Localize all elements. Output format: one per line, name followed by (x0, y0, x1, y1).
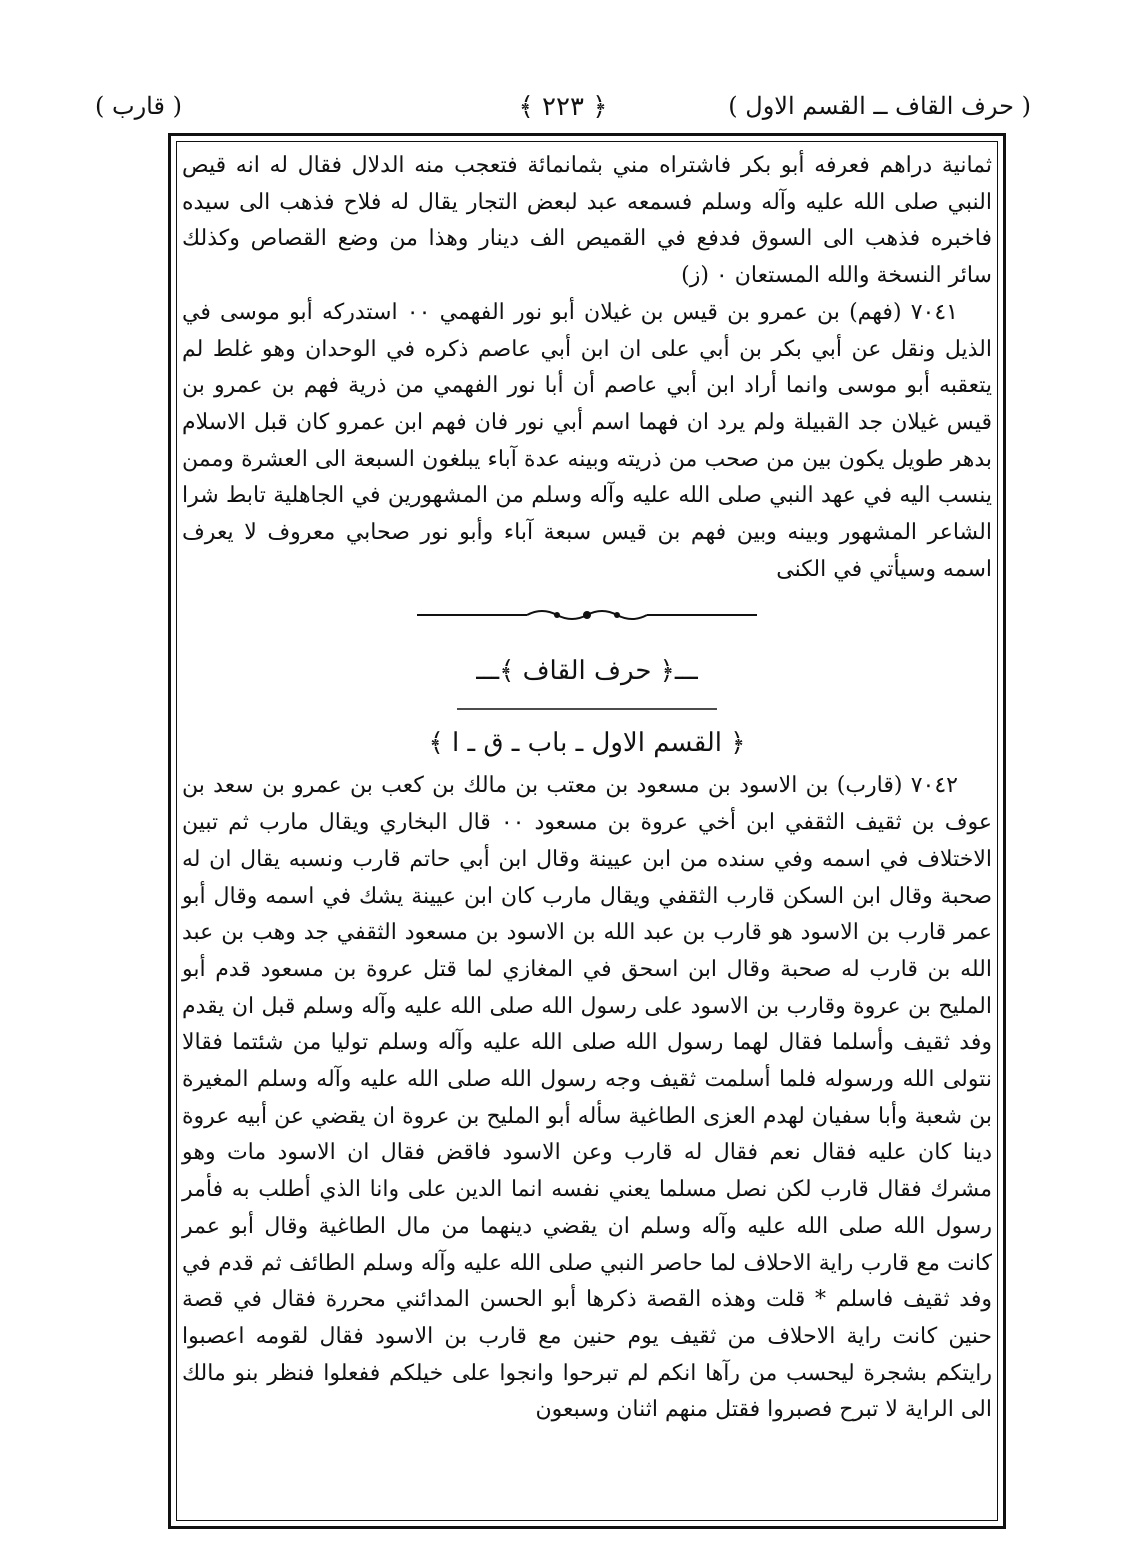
ornament-line-icon (417, 607, 757, 623)
subsection-title: ﴿ القسم الاول ـ باب ـ ق ـ ا ﴾ (428, 728, 746, 759)
entry-7042: ٧٠٤٢ (قارب) بن الاسود بن مسعود بن معتب بن مالك بن كعب بن عمرو بن سعد بن عوف بن ثقيف الثقفي ابن أخي عروة بن مسعود ٠٠ قال البخاري ويقال مارب ثم تبين الاختلاف في اسمه وفي سنده من ابن عيينة وقال ابن أبي حاتم قارب ونسبه يقال ان له صحبة وقال ابن السكن قارب الثقفي ويقال مارب كان ابن عيينة يشك في اسمه وقال أبو عمر قارب بن الاسود هو قارب بن عبد الله بن الاسود بن مسعود الثقفي جد وهب بن عبد الله بن قارب له صحبة وقال ابن اسحق في المغازي لما قتل عروة بن مسعود قدم أبو المليح بن عروة وقارب بن الاسود على رسول الله صلى الله عليه وآله وسلم قبل ان يقدم وفد ثقيف وأسلما فقال لهما رسول الله صلى الله عليه وآله وسلم توليا من شئتما فقالا نتولى الله ورسوله فلما أسلمت ثقيف وجه رسول الله صلى الله عليه وآله وسلم المغيرة بن شعبة وأبا سفيان لهدم العزى الطاغية سأله أبو المليح بن عروة ان يقضي عن أبيه عروة دينا كان عليه فقال نعم فقال له قارب وعن الاسود فاقض فقال ان الاسود مات وهو مشرك فقال قارب لكن نصل مسلما يعني نفسه انما الدين على وانا الذي أطلب به فأمر رسول الله صلى الله عليه وآله وسلم ان يقضي دينهما من مال الطاغية وقال أبو عمر كانت مع قارب راية الاحلاف لما حاصر النبي صلى الله عليه وآله وسلم الطائف ثم قدم في وفد ثقيف فاسلم * قلت وهذه القصة ذكرها أبو الحسن المدائني محررة فقال في قصة حنين كانت راية الاحلاف من ثقيف يوم حنين مع قارب بن الاسود فقال لقومه اعصبوا رايتكم بشجرة ليحسب من رآها انكم لم تبرحوا وانجوا على خيلكم ففعلوا فنظر بنو مالك الى الراية لا تبرح فصبروا فقتل منهم اثنان وسبعون (182, 773, 992, 1423)
entry-7041: ٧٠٤١ (فهم) بن عمرو بن قيس بن غيلان أبو نور الفهمي ٠٠ استدركه أبو موسى في الذيل ونقل عن أبي بكر بن أبي على ان ابن أبي عاصم ذكره في الوحدان وهو غلط لم يتعقبه أبو موسى وانما أراد ابن أبي عاصم أن أبا نور الفهمي من ذرية فهم بن عمرو بن قيس غيلان جد القبيلة ولم يرد ان فهما اسم أبي نور فان فهم ابن عمرو كان قبل الاسلام بدهر طويل يكون بين من صحب من ذريته وبينه عدة آباء يبلغون السبعة الى العشرة وممن ينسب اليه في عهد النبي صلى الله عليه وآله وسلم من المشهورين في الجاهلية تابط شرا الشاعر المشهور وبينه وبين فهم بن قيس سبعة آباء وأبو نور صحابي معروف لا يعرف اسمه وسيأتي في الكنى (182, 299, 992, 582)
paragraph-continuation: ثمانية دراهم فعرفه أبو بكر فاشتراه مني بثمانمائة فتعجب منه الدلال فقال له انه قيص النبي صلى الله عليه وآله وسلم فسمعه عبد لبعض التجار يقال له فلاح فذهب الى سيده فاخبره فذهب الى السوق فدفع في القميص الف دينار وهذا من وضع القصاص وكذلك سائر النسخة والله المستعان ٠ (ز) (182, 153, 992, 289)
ornamental-divider (182, 588, 992, 642)
rule-line-icon (457, 706, 717, 712)
section-rule (182, 700, 992, 718)
page-header (95, 92, 1031, 132)
section-title: ـــ﴿ حرف القاف ﴾ـــ (476, 656, 698, 687)
page-body (182, 148, 992, 1429)
header-chapter: ( حرف القاف ــ القسم الاول ) (728, 92, 1031, 120)
page-number: ﴿ ٢٢٣ ﴾ (518, 92, 608, 122)
header-entry: ( قارب ) (95, 92, 182, 120)
